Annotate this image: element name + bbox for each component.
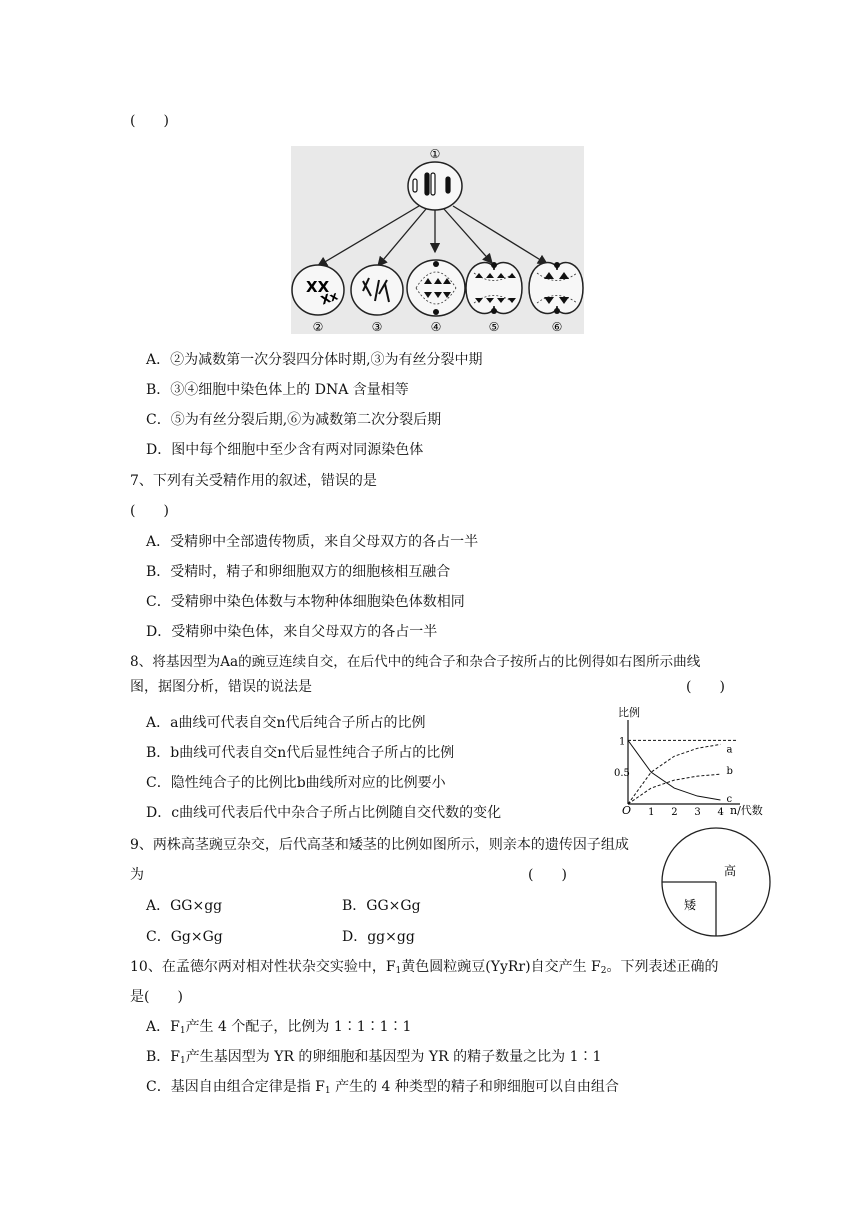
q10-option-a: A．$F_1$产生 4 个配子，比例为 1∶1∶1∶1	[146, 1019, 412, 1036]
q8-bracket: ( )	[686, 679, 725, 695]
pie-label-tall: 高	[724, 864, 737, 878]
q8-stem-line1: 8、将基因型为Aa的豌豆连续自交，在后代中的纯合子和杂合子按所占的比例得如右图所示曲线	[130, 654, 701, 670]
q6-option-b: B．③④细胞中染色体上的 DNA 含量相等	[146, 382, 409, 398]
x-tick-label: 4	[717, 807, 724, 818]
cell-label-5: ⑤	[488, 320, 500, 334]
q10-option-c: C．基因自由组合定律是指 $F_1$ 产生的 4 种类型的精子和卵细胞可以自由组合	[146, 1079, 619, 1096]
q8-option-c: C．隐性纯合子的比例比b曲线所对应的比例要小	[146, 775, 446, 791]
series-b-line	[628, 774, 720, 804]
q6-option-c: C．⑤为有丝分裂后期,⑥为减数第二次分裂后期	[146, 412, 442, 428]
q6-option-d: D．图中每个细胞中至少含有两对同源染色体	[146, 442, 424, 458]
q10-stem-line2: 是( )	[130, 989, 183, 1005]
q7-option-a: A．受精卵中全部遗传物质，来自父母双方的各占一半	[146, 534, 479, 550]
q7-option-c: C．受精卵中染色体数与本物种体细胞染色体数相同	[146, 594, 465, 610]
q10-option-b: B．$F_1$产生基因型为 YR 的卵细胞和基因型为 YR 的精子数量之比为 1∶1	[146, 1049, 602, 1066]
series-b-label: b	[726, 766, 733, 778]
series-c-line	[628, 740, 720, 800]
q9-pie-chart	[656, 825, 778, 943]
y-tick-label: 0.5	[614, 768, 630, 780]
x-tick-label: 2	[671, 807, 678, 818]
chart-xlabel: n/代数	[730, 804, 763, 817]
cell-label-2: ②	[312, 320, 324, 334]
cell-division-figure	[291, 146, 584, 338]
q8-stem-line2: 图，据图分析，错误的说法是	[130, 679, 312, 695]
cell-label-1: ①	[429, 147, 441, 161]
svg-text:XX: XX	[306, 278, 330, 296]
q8-option-a: A．a曲线可代表自交n代后纯合子所占的比例	[146, 715, 426, 731]
q7-bracket: ( )	[130, 503, 169, 519]
chart-ylabel: 比例	[618, 706, 640, 719]
q10-stem-line1: 10、在孟德尔两对相对性状杂交实验中，$F_1$黄色圆粒豌豆(YyRr)自交产生 $F_2$。下列表述正确的	[130, 959, 719, 976]
q7-option-b: B．受精时，精子和卵细胞双方的细胞核相互融合	[146, 564, 451, 580]
cell-5	[466, 263, 522, 314]
series-c-label: c	[726, 794, 733, 806]
series-a-label: a	[726, 744, 733, 756]
q9-option-d: D．gg×gg	[342, 929, 415, 945]
q9-stem-line2: 为	[130, 867, 144, 883]
cell-label-3: ③	[371, 320, 383, 334]
q9-option-b: B．GG×Gg	[342, 898, 421, 914]
q9-option-c: C．Gg×Gg	[146, 929, 223, 945]
cell-6	[529, 263, 583, 314]
q9-stem: 9、两株高茎豌豆杂交，后代高茎和矮茎的比例如图所示，则亲本的遗传因子组成	[130, 837, 629, 853]
q8-chart	[612, 704, 772, 828]
q7-option-d: D．受精卵中染色体，来自父母双方的各占一半	[146, 624, 438, 640]
cell-4	[407, 260, 465, 316]
q9-bracket: ( )	[528, 867, 567, 883]
chart-origin: O	[622, 804, 632, 817]
pie-label-short: 矮	[684, 898, 697, 912]
svg-text:Xx: Xx	[318, 288, 340, 308]
q6-option-a: A．②为减数第一次分裂四分体时期,③为有丝分裂中期	[146, 352, 483, 368]
cell-label-4: ④	[430, 320, 442, 334]
x-tick-label: 1	[648, 807, 655, 818]
q7-stem: 7、下列有关受精作用的叙述，错误的是	[130, 473, 377, 489]
q8-option-d: D．c曲线可代表后代中杂合子所占比例随自交代数的变化	[146, 805, 502, 821]
q9-option-a: A．GG×gg	[146, 898, 223, 914]
cell-label-6: ⑥	[551, 320, 563, 334]
y-tick-label: 1	[619, 736, 626, 748]
question-bracket: ( )	[130, 113, 169, 129]
x-tick-label: 3	[694, 807, 701, 818]
q8-option-b: B．b曲线可代表自交n代后显性纯合子所占的比例	[146, 745, 455, 761]
